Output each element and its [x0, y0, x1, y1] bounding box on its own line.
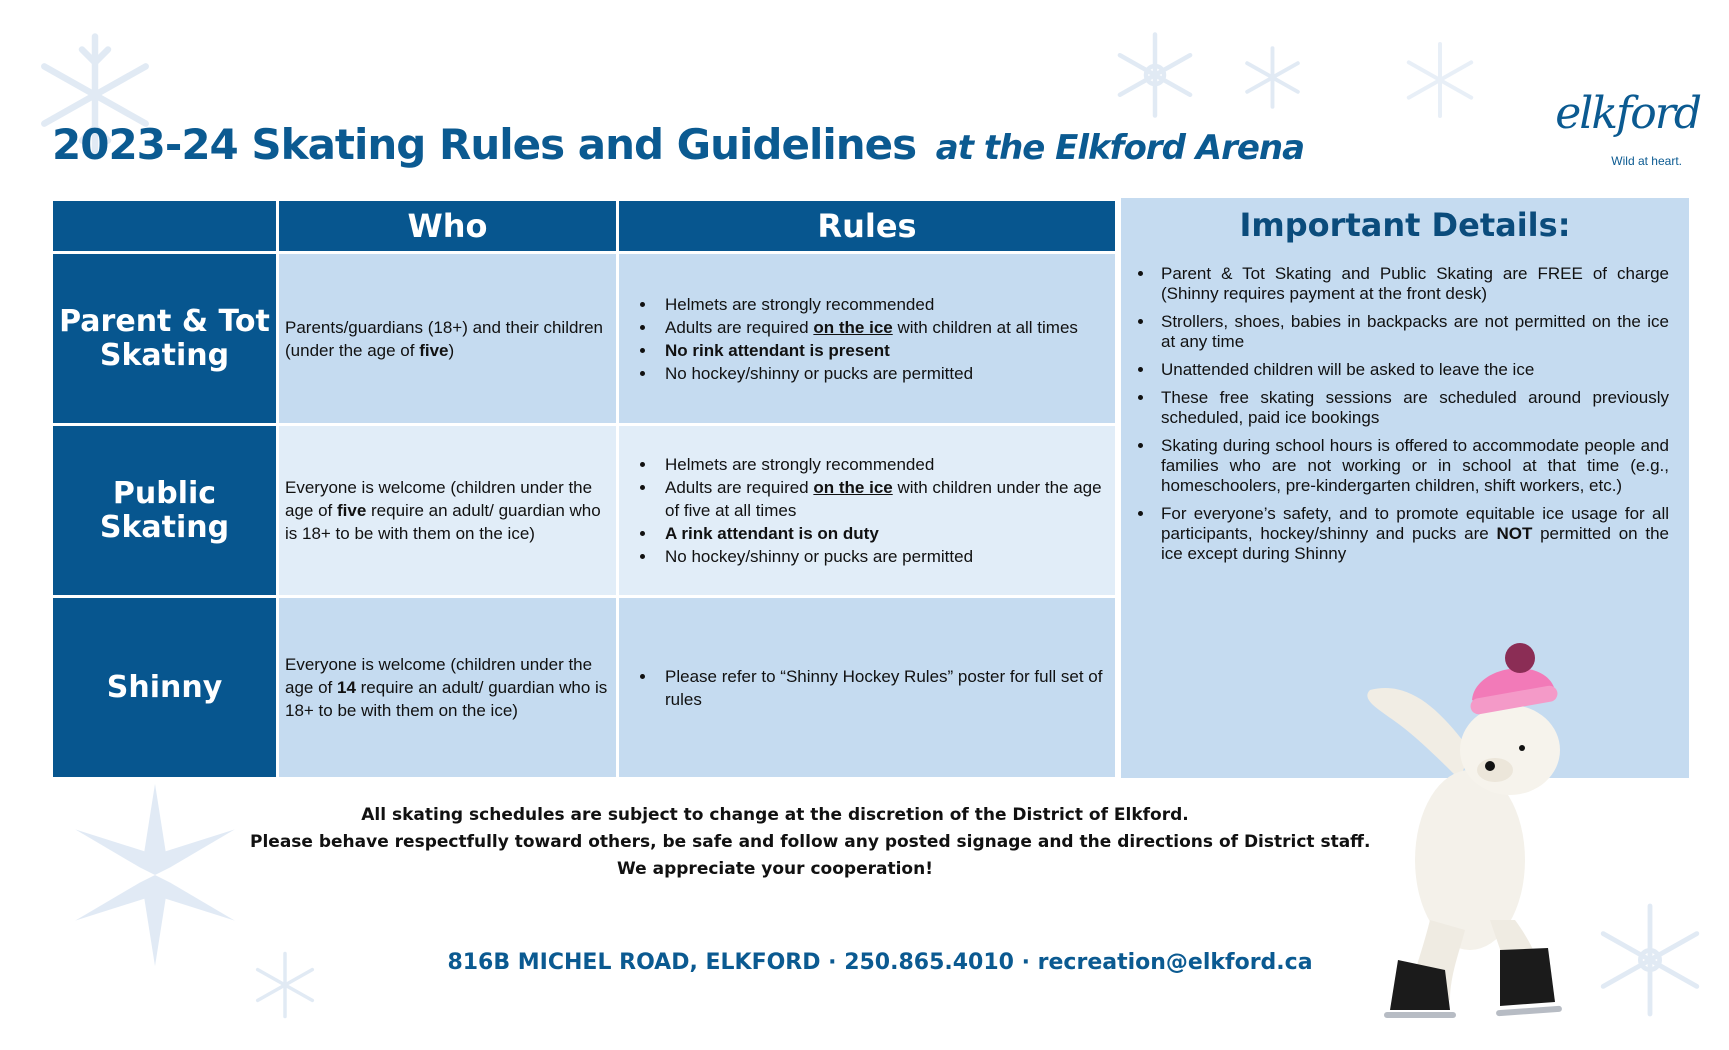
notice-text [250, 802, 1371, 883]
details-item: • Strollers, shoes, babies in backpacks are not permitted on the ice at any time [1155, 312, 1669, 352]
header-rules: Rules [618, 200, 1117, 253]
rules-cell [618, 597, 1117, 779]
details-item: • Skating during school hours is offered to accommodate people and families who are not working or in school at that time (e.g., homeschoolers, pre-kindergarten children, shift workers, etc.) [1155, 436, 1669, 496]
details-item: • Parent & Tot Skating and Public Skating are FREE of charge (Shinny requires payment at the front desk) [1155, 264, 1669, 304]
who-text: require an adult/ guardian who is 18+ to be with them on the ice) [285, 501, 601, 543]
rule-item: • Helmets are strongly recommended [657, 293, 1109, 316]
snowflake-icon [1400, 40, 1480, 120]
row-name: Shinny [52, 597, 278, 779]
details-item [1155, 504, 1669, 564]
snowflake-icon [60, 780, 250, 970]
rule-text: with children under the age of five at all times [665, 478, 1102, 520]
rule-item [657, 476, 1109, 522]
who-text: Parents/guardians (18+) and their children (under the age of [285, 317, 603, 360]
who-emphasis: five [419, 340, 449, 360]
logo-wordmark: elkford [1555, 88, 1700, 139]
details-item: • Unattended children will be asked to leave the ice [1155, 360, 1669, 380]
who-text: require an adult/ guardian who is 18+ to be with them on the ice) [285, 678, 608, 720]
snowflake-icon [250, 950, 320, 1020]
rule-text: Adults are required [665, 478, 814, 497]
rules-table [50, 198, 1118, 780]
who-cell [278, 253, 618, 425]
who-cell [278, 425, 618, 597]
logo-tagline: Wild at heart. [1611, 154, 1682, 168]
who-text: Everyone is welcome (children under the age of [285, 478, 593, 520]
rule-bold: No rink attendant is present [665, 340, 890, 360]
who-emphasis: 14 [337, 678, 356, 697]
rule-text: with children at all times [892, 317, 1078, 337]
details-list [1121, 264, 1669, 564]
table-row-parent-tot [52, 253, 1117, 425]
who-cell [278, 597, 618, 779]
details-item: • These free skating sessions are scheduled around previously scheduled, paid ice bookings [1155, 388, 1669, 428]
header-empty [52, 200, 278, 253]
rule-emphasis: on the ice [813, 317, 893, 337]
title-main: 2023-24 Skating Rules and Guidelines [52, 120, 917, 169]
rule-item [657, 522, 1109, 545]
details-bold: NOT [1496, 524, 1533, 543]
rule-text: Adults are required [665, 317, 814, 337]
snowflake-icon [1240, 45, 1305, 110]
elkford-logo [1540, 88, 1700, 178]
rule-item: • No hockey/shinny or pucks are permitted [657, 362, 1109, 385]
who-text: Everyone is welcome (children under the age of [285, 655, 593, 697]
rule-item [657, 316, 1109, 339]
notice-line: We appreciate your cooperation! [617, 859, 933, 879]
rule-bold: A rink attendant is on duty [665, 524, 879, 543]
row-name: Parent & Tot Skating [52, 253, 278, 425]
details-heading: Important Details: [1239, 206, 1571, 244]
details-text: For everyone’s safety, and to promote equitable ice usage for all participants, hockey/shinny and pucks are [1161, 504, 1669, 543]
rules-cell [618, 425, 1117, 597]
page-title [52, 120, 1304, 169]
header-who: Who [278, 200, 618, 253]
rule-item: • Helmets are strongly recommended [657, 453, 1109, 476]
notice-line: Please behave respectfully toward others, be safe and follow any posted signage and the directions of District staff. [250, 832, 1371, 852]
rule-item: • No hockey/shinny or pucks are permitted [657, 545, 1109, 568]
row-name: Public Skating [52, 425, 278, 597]
rules-cell [618, 253, 1117, 425]
table-header-row [52, 200, 1117, 253]
title-subtitle: at the Elkford Arena [935, 128, 1305, 168]
who-text: ) [448, 340, 455, 360]
rule-item: • Please refer to “Shinny Hockey Rules” poster for full set of rules [657, 665, 1109, 711]
snowflake-icon [1110, 30, 1200, 120]
notice-line: All skating schedules are subject to change at the discretion of the District of Elkford. [361, 805, 1189, 825]
details-text: permitted on the ice except during Shinny [1161, 524, 1670, 563]
rule-emphasis: on the ice [813, 478, 893, 497]
table-row-shinny [52, 597, 1117, 779]
contact-info: 816B MICHEL ROAD, ELKFORD · 250.865.4010 · recreation@elkford.ca [447, 950, 1313, 975]
who-emphasis: five [337, 501, 367, 520]
table-row-public [52, 425, 1117, 597]
rule-item [657, 339, 1109, 362]
